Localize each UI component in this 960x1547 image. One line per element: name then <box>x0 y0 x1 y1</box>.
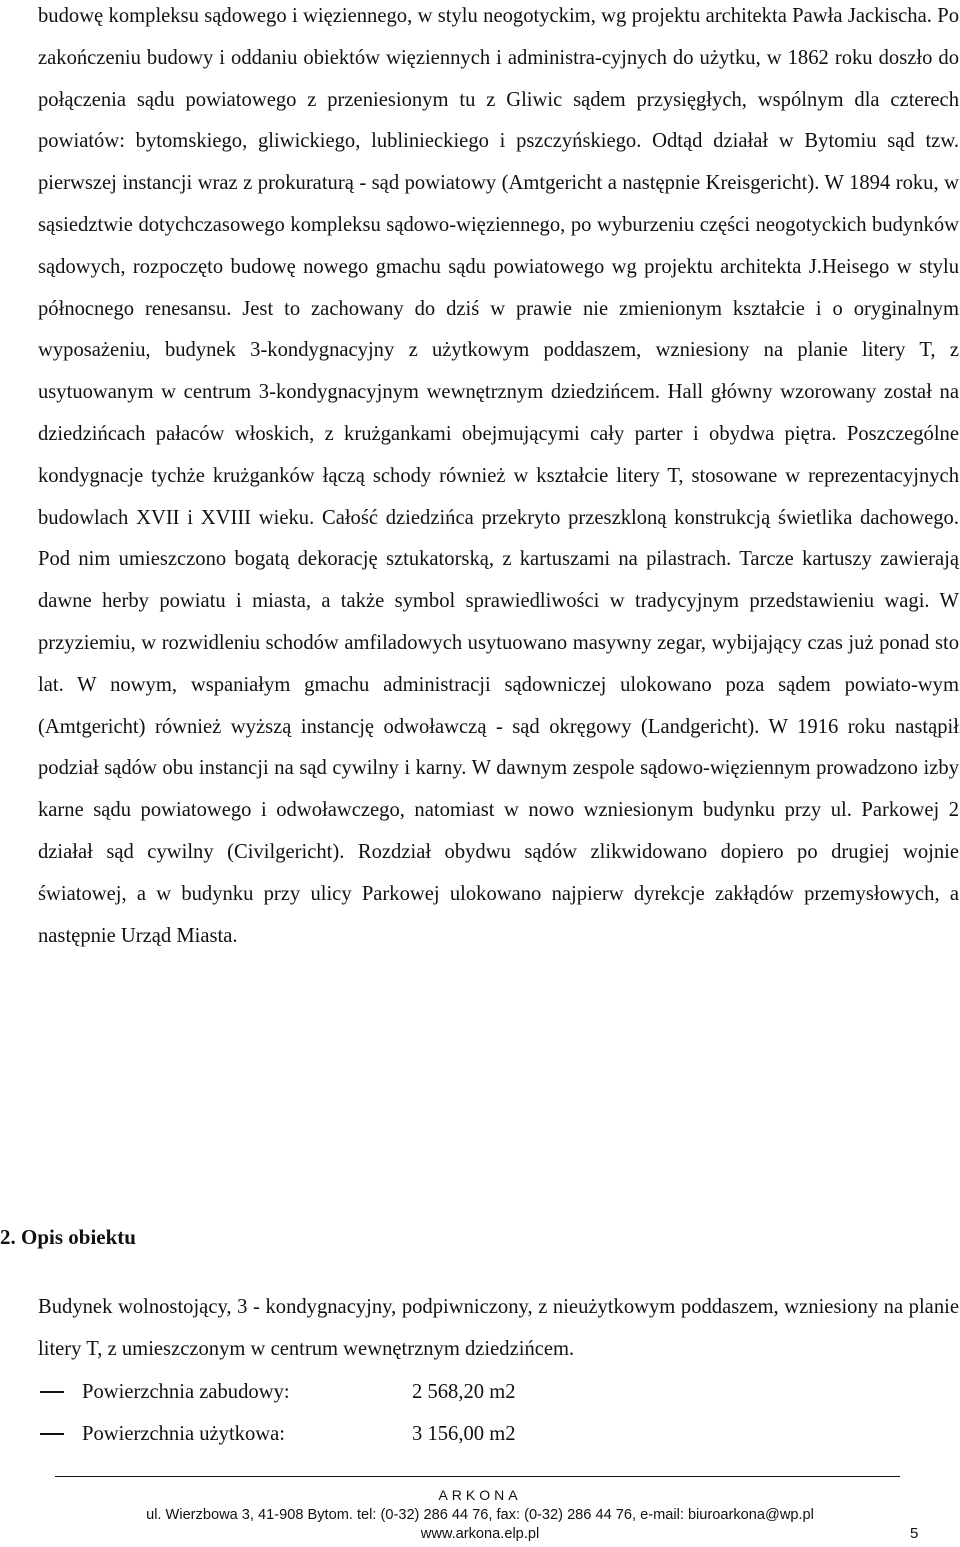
parameter-value: 2 568,20 m2 <box>412 1380 516 1403</box>
footer-contact: ul. Wierzbowa 3, 41-908 Bytom. tel: (0-32) 286 44 76, fax: (0-32) 286 44 76, e-mail: biuroarkona@wp.pl <box>146 1507 814 1523</box>
footer-website-link[interactable]: www.arkona.elp.pl <box>420 1526 540 1542</box>
parameter-label: Powierzchnia użytkowa: <box>82 1422 286 1445</box>
footer-divider <box>55 1476 900 1477</box>
parameter-label: Powierzchnia zabudowy: <box>82 1380 290 1403</box>
page-number: 5 <box>910 1525 919 1542</box>
dash-bullet-icon <box>40 1391 64 1393</box>
section-paragraph: Budynek wolnostojący, 3 - kondygnacyjny, podpiwniczony, z nieużytkowym poddaszem, wzniesiony na planie litery T, z umieszczonym w centrum wewnętrznym dziedzińcem. <box>38 1296 959 1360</box>
body-paragraph: budowę kompleksu sądowego i więziennego, w stylu neogotyckim, wg projektu architekta Pawła Jackischa. Po zakończeniu budowy i oddaniu obiektów więziennych i administra-cyjnych do użytku, w 1862 roku doszło do połączenia sądu powiatowego z przeniesionym tu z Gliwic sądem przysięgłych, wspólnym dla czterech powiatów: bytomskiego, gliwickiego, lublinieckiego i pszczyńskiego. Odtąd działał w Bytomiu sąd tzw. pierwszej instancji wraz z prokuraturą - sąd powiatowy (Amtgericht a następnie Kreisgericht). W 1894 roku, w sąsiedztwie dotychczasowego kompleksu sądowo-więziennego, po wyburzeniu części neogotyckich budynków sądowych, rozpoczęto budowę nowego gmachu sądu powiatowego wg projektu architekta J.Heisego w stylu północnego renesansu. Jest to zachowany do dziś w prawie nie zmienionym kształcie i o oryginalnym wyposażeniu, budynek 3-kondygnacyjny z użytkowym poddaszem, wzniesiony na planie litery T, z usytuowanym w centrum 3-kondygnacyjnym wewnętrznym dziedzińcem. Hall główny wzorowany został na dziedzińcach pałaców włoskich, z krużgankami obejmującymi cały parter i obydwa piętra. Poszczególne kondygnacje tychże krużganków łączą schody również w kształcie litery T, stosowane w reprezentacyjnych budowlach XVII i XVIII wieku. Całość dziedzińca przekryto przeszkloną konstrukcją świetlika dachowego. Pod nim umieszczono bogatą dekorację sztukatorską, z kartuszami na pilastrach. Tarcze kartuszy zawierają dawne herby powiatu i miasta, a także symbol sprawiedliwości w tradycyjnym przedstawieniu wagi. W przyziemiu, w rozwidleniu schodów amfiladowych usytuowano masywny zegar, wybijający czas już ponad sto lat. W nowym, wspaniałym gmachu administracji sądowniczej ulokowano poza sądem powiato-wym (Amtgericht) również wyższą instancję odwoławczą - sąd okręgowy (Landgericht). W 1916 roku nastąpił podział sądów obu instancji na sąd cywilny i karny. W dawnym zespole sądowo-więziennym prowadzono izby karne sądu powiatowego i odwoławczego, natomiast w nowo wzniesionym budynku przy ul. Parkowej 2 działał sąd cywilny (Civilgericht). Rozdział obydwu sądów zlikwidowano dopiero po drugiej wojnie światowej, a w budynku przy ulicy Parkowej ulokowano najpierw dyrekcje zakłądów przemysłowych, a następnie Urząd Miasta. <box>38 5 959 947</box>
parameter-list <box>38 1371 938 1455</box>
section-heading: 2. Opis obiektu <box>0 1225 136 1249</box>
parameter-value: 3 156,00 m2 <box>412 1422 516 1445</box>
footer-brand: ARKONA <box>438 1487 522 1503</box>
parameter-item <box>38 1371 938 1413</box>
dash-bullet-icon <box>40 1433 64 1435</box>
parameter-item <box>38 1413 938 1455</box>
